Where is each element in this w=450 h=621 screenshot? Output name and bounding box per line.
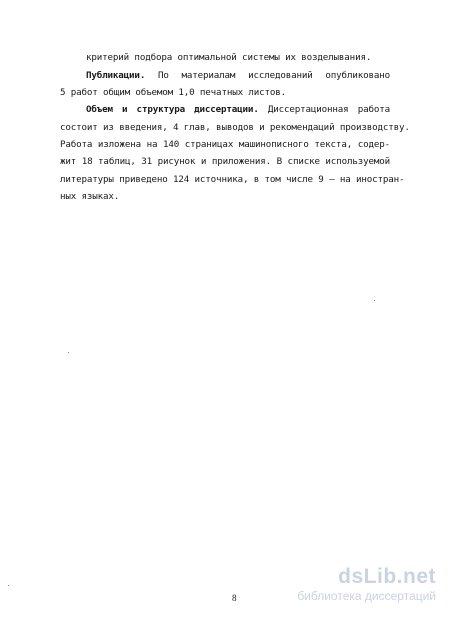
line-text: состоит из введения, 4 глав, выводов и рекомендаций производству. (60, 122, 410, 133)
scan-speck (374, 300, 375, 301)
line-text: 5 работ общим объемом 1,0 печатных листов. (60, 87, 287, 98)
scan-speck (68, 352, 69, 353)
line-text: критерий подбора оптимальной системы их возделывания. (86, 52, 372, 63)
scan-speck (8, 585, 9, 586)
text-line-9 (60, 191, 390, 203)
text-line-7 (60, 156, 390, 168)
publications-line (86, 70, 390, 82)
line-text: жит 18 таблиц, 31 рисунок и приложения. В списке используемой (60, 156, 390, 167)
text-line-1 (86, 52, 396, 64)
watermark-subtitle: библиотека диссертаций (297, 589, 436, 603)
watermark (297, 565, 436, 603)
text-line-6 (60, 139, 390, 151)
publications-heading: Публикации. (86, 70, 146, 81)
line-text: По материалам исследований опубликовано (145, 70, 390, 81)
line-text: Работа изложена на 140 страницах машинописного текста, содер- (60, 139, 390, 150)
line-text: Диссертационная работа (258, 104, 390, 115)
structure-heading: Объем и структура диссертации. (86, 104, 259, 115)
text-line-5 (60, 122, 410, 134)
structure-line (86, 104, 390, 116)
line-text: литературы приведено 124 источника, в том числе 9 – на иностран- (60, 174, 405, 185)
text-line-3 (60, 87, 390, 99)
text-line-8 (60, 174, 405, 186)
page-number: 8 (232, 593, 237, 603)
line-text: ных языках. (60, 191, 120, 202)
watermark-logo: dsLib.net (338, 565, 436, 588)
